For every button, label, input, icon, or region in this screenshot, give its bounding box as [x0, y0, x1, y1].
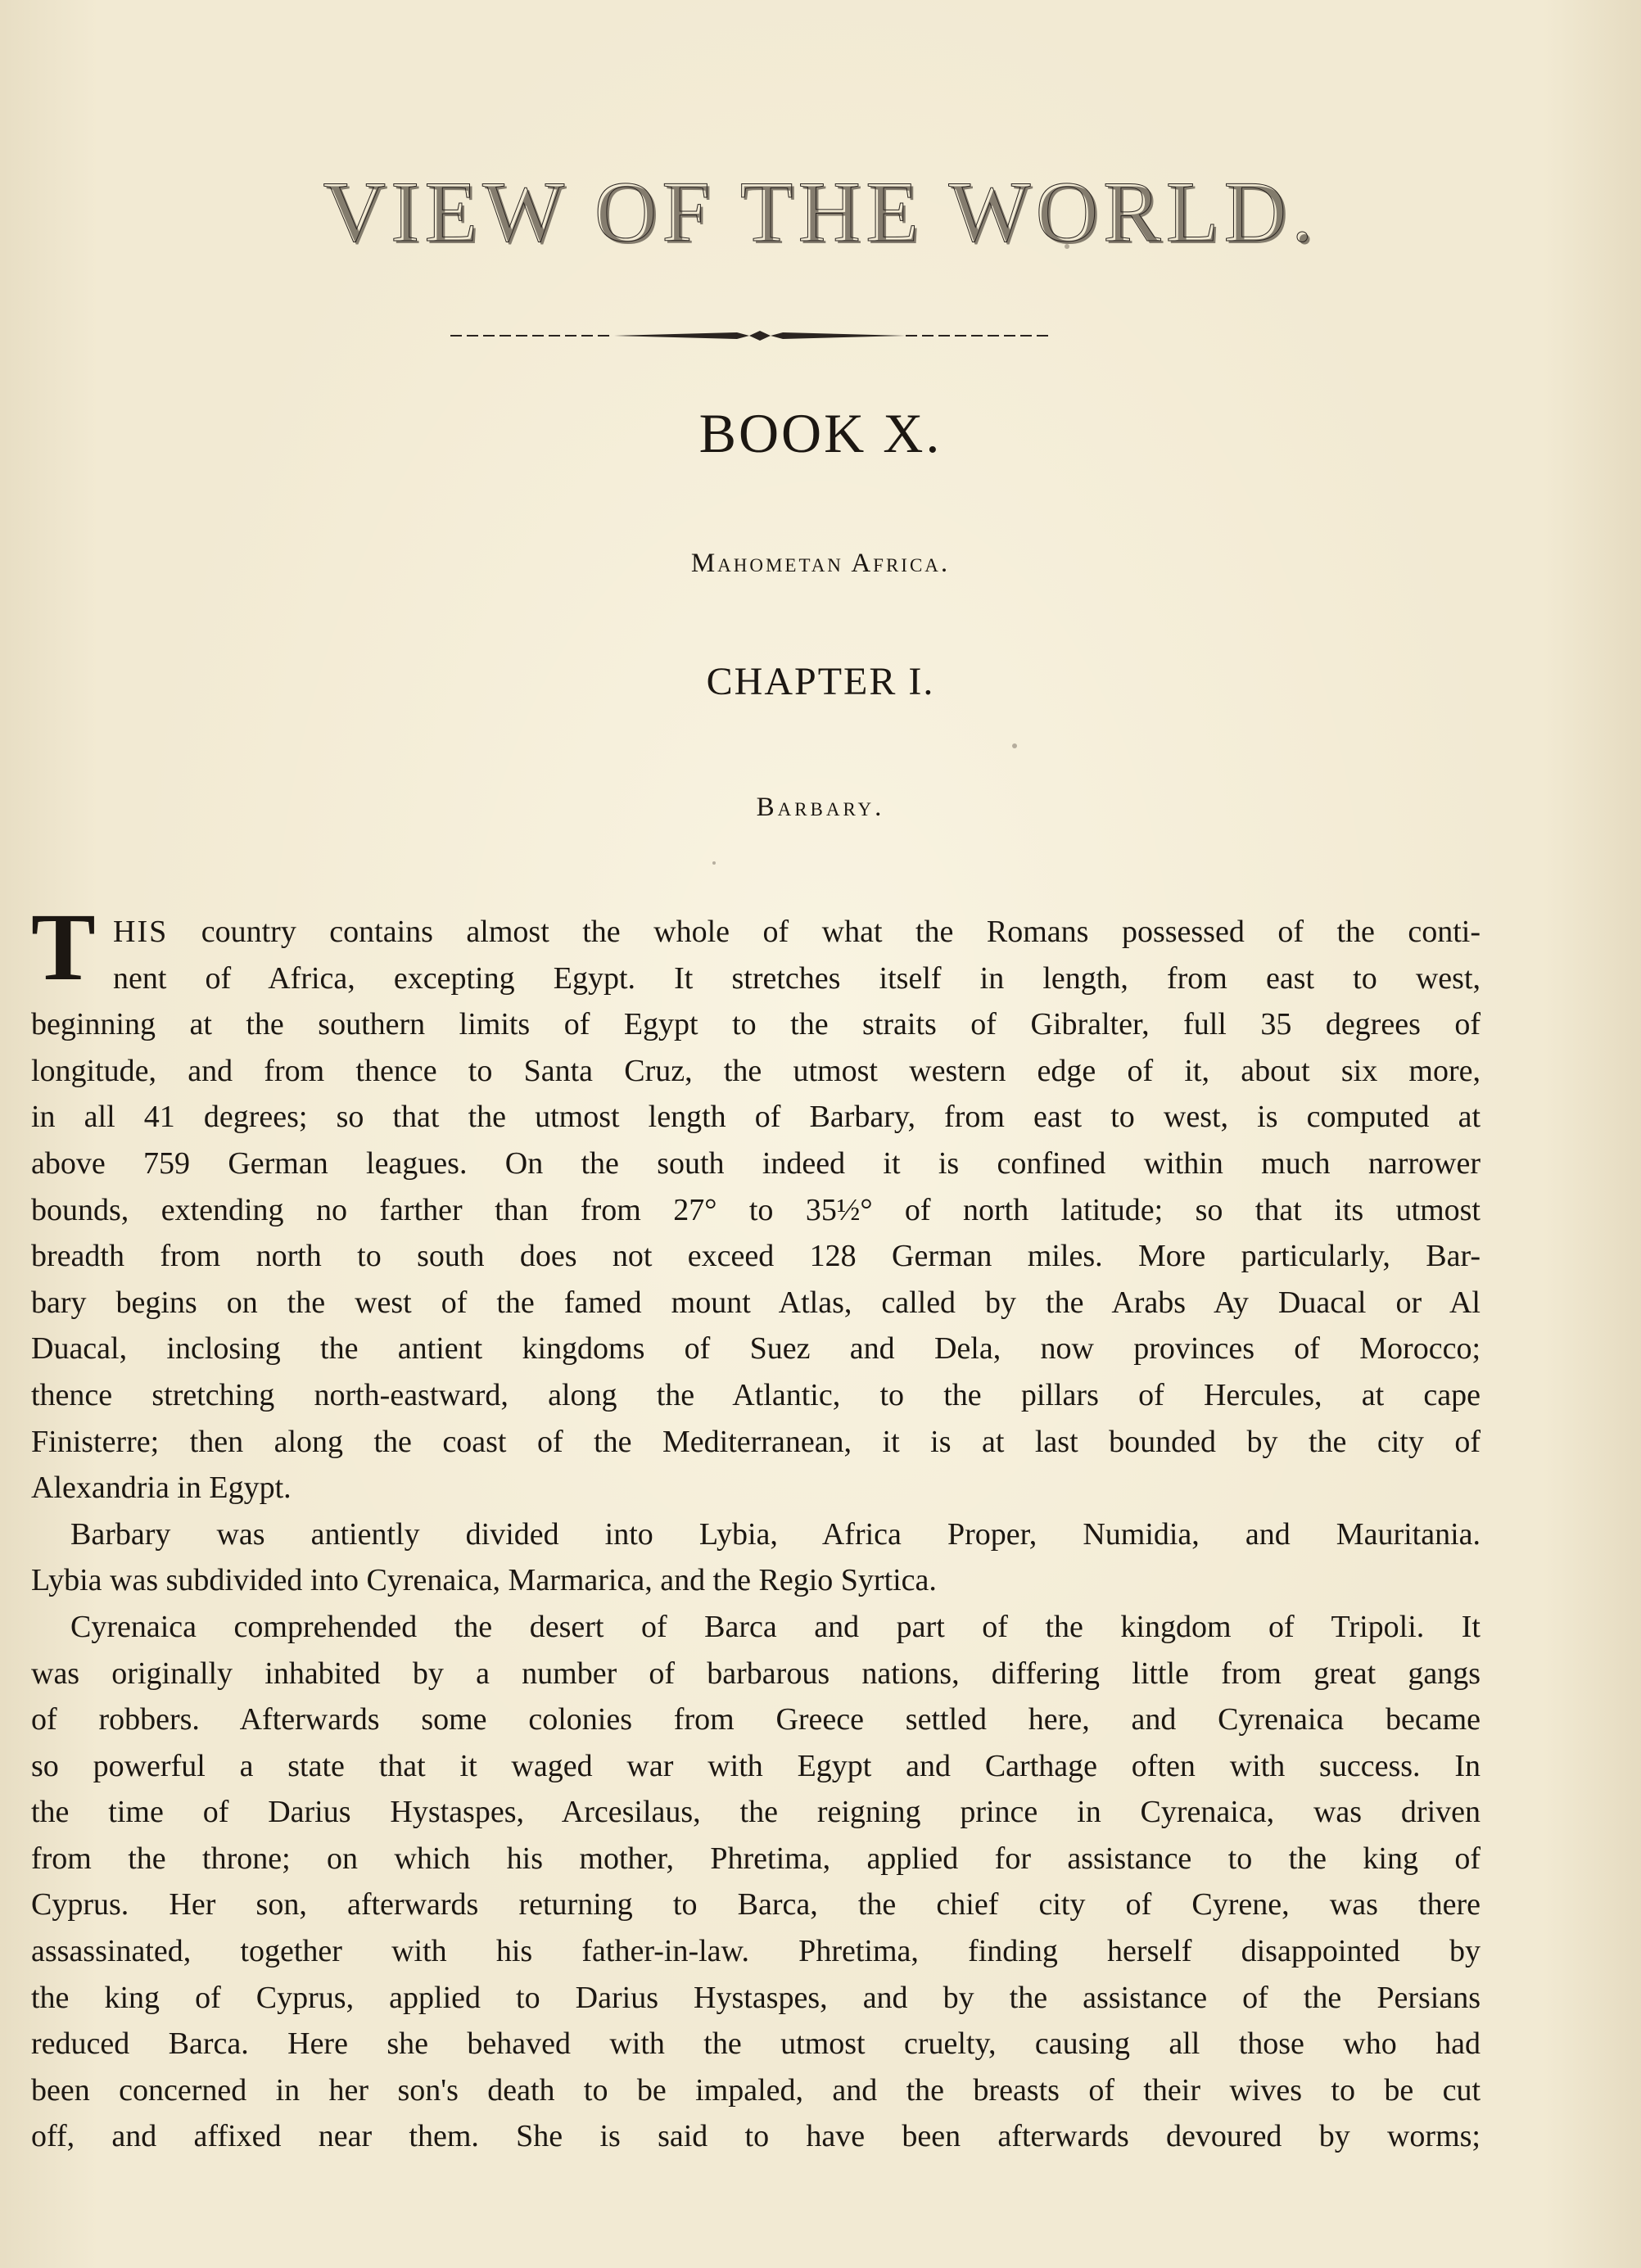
title-rule-ornament: [450, 326, 1048, 346]
text-line-17: was originally inhabited by a number of barbarous nations, differing little from great gangs: [31, 1656, 1481, 1691]
text-line-22: Cyprus. Her son, afterwards returning to Barca, the chief city of Cyrene, was there: [31, 1887, 1481, 1922]
ink-speck: [712, 861, 716, 865]
text-line-25: reduced Barca. Here she behaved with the utmost cruelty, causing all those who had: [31, 2026, 1481, 2062]
text-line-12: Finisterre; then along the coast of the Mediterranean, it is at last bounded by the city of: [31, 1424, 1481, 1459]
text-line-9: bary begins on the west of the famed mount Atlas, called by the Arabs Ay Duacal or Al: [31, 1285, 1481, 1320]
text-line-11: thence stretching north-eastward, along the Atlantic, to the pillars of Hercules, at cape: [31, 1377, 1481, 1412]
text-line-24: the king of Cyprus, applied to Darius Hystaspes, and by the assistance of the Persians: [31, 1980, 1481, 2015]
text-line-4: longitude, and from thence to Santa Cruz, the utmost western edge of it, about six more,: [31, 1053, 1481, 1088]
page-title: VIEW OF THE WORLD.: [323, 164, 1318, 260]
text-line-27: off, and affixed near them. She is said to have been afterwards devoured by worms;: [31, 2119, 1481, 2154]
text-line-8: breadth from north to south does not exceed 128 German miles. More particularly, Bar-: [31, 1239, 1481, 1274]
text-line-1: HIS country contains almost the whole of what the Romans possessed of the conti-: [113, 915, 1481, 949]
ink-speck: [1065, 244, 1069, 249]
text-line-23: assassinated, together with his father-in-law. Phretima, finding herself disappointed by: [31, 1934, 1481, 1969]
section-heading: Barbary.: [756, 793, 885, 822]
text-line-15: Lybia was subdivided into Cyrenaica, Marmarica, and the Regio Syrtica.: [31, 1563, 937, 1598]
text-line-14: Barbary was antiently divided into Lybia, Africa Proper, Numidia, and Mauritania.: [70, 1516, 1481, 1552]
book-heading: BOOK X.: [698, 402, 943, 464]
text-line-16: Cyrenaica comprehended the desert of Barca and part of the kingdom of Tripoli. It: [70, 1609, 1481, 1644]
body-text: [31, 909, 1481, 2160]
text-line-19: so powerful a state that it waged war with Egypt and Carthage often with success. In: [31, 1748, 1481, 1783]
text-line-7: bounds, extending no farther than from 27° to 35½° of north latitude; so that its utmost: [31, 1192, 1481, 1227]
text-line-5: in all 41 degrees; so that the utmost length of Barbary, from east to west, is computed at: [31, 1100, 1481, 1135]
text-line-18: of robbers. Afterwards some colonies from Greece settled here, and Cyrenaica became: [31, 1702, 1481, 1737]
text-line-10: Duacal, inclosing the antient kingdoms of Suez and Dela, now provinces of Morocco;: [31, 1331, 1481, 1367]
text-line-3: beginning at the southern limits of Egypt to the straits of Gibralter, full 35 degrees of: [31, 1007, 1481, 1042]
text-line-21: from the throne; on which his mother, Phretima, applied for assistance to the king of: [31, 1841, 1481, 1876]
part-heading: Mahometan Africa.: [690, 549, 951, 578]
drop-cap: T: [31, 893, 96, 1001]
text-line-13: Alexandria in Egypt.: [31, 1471, 292, 1506]
chapter-heading: CHAPTER I.: [706, 660, 935, 703]
text-line-20: the time of Darius Hystaspes, Arcesilaus, the reigning prince in Cyrenaica, was driven: [31, 1795, 1481, 1830]
text-line-2: nent of Africa, excepting Egypt. It stretches itself in length, from east to west,: [113, 960, 1481, 996]
ink-speck: [1012, 743, 1017, 748]
text-line-26: been concerned in her son's death to be impaled, and the breasts of their wives to be cut: [31, 2072, 1481, 2108]
text-line-6: above 759 German leagues. On the south indeed it is confined within much narrower: [31, 1145, 1481, 1181]
first-word: HIS: [113, 915, 169, 949]
